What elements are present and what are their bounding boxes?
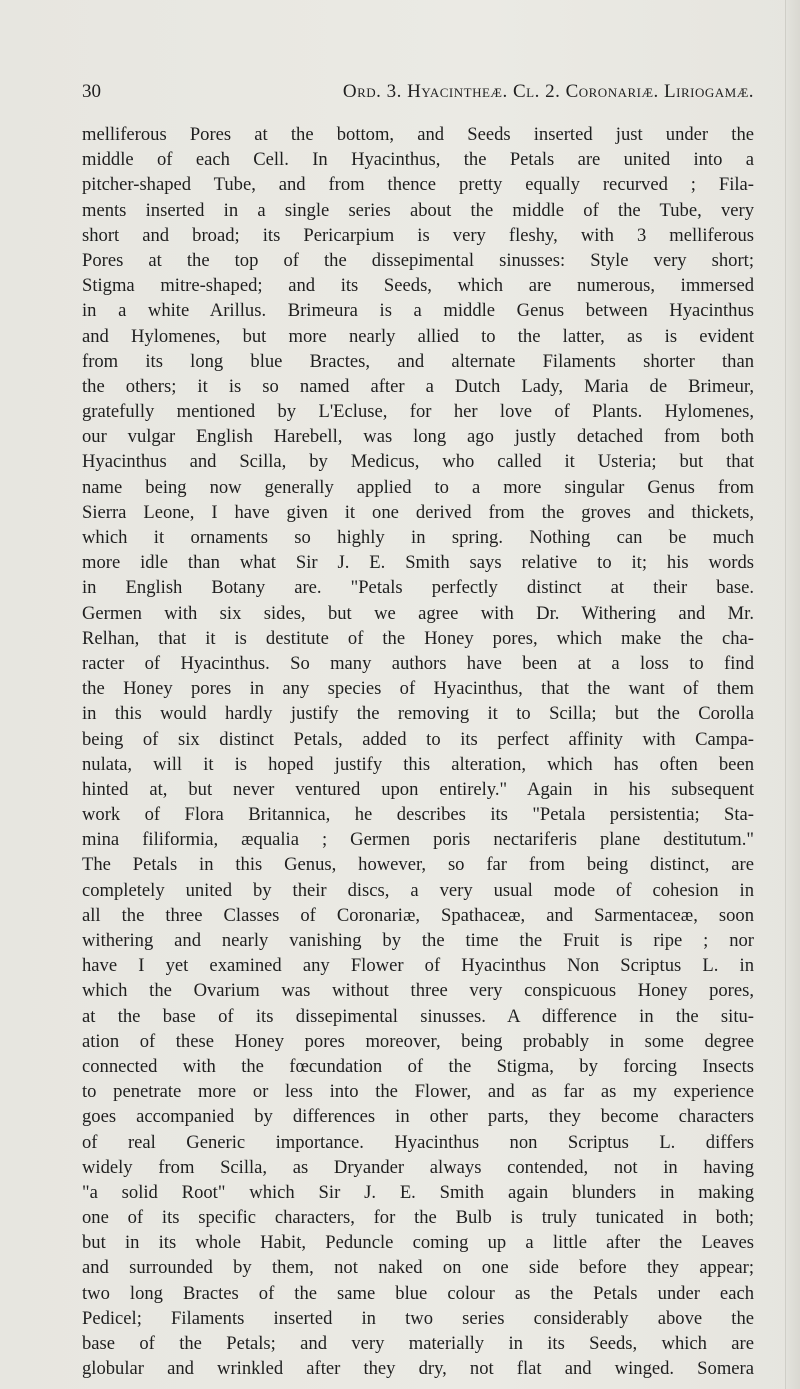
body-text (82, 122, 754, 1381)
text-line: Sierra Leone, I have given it one derived from the groves and thickets, (82, 501, 754, 523)
text-line: Pedicel; Filaments inserted in two series considerably above the (82, 1307, 754, 1329)
page-header (82, 80, 754, 104)
text-line: Pores at the top of the dissepimental sinusses: Style very short; (82, 249, 754, 271)
text-line: but in its whole Habit, Peduncle coming up a little after the Leaves (82, 1232, 754, 1254)
page-number: 30 (82, 81, 101, 102)
text-line: have I yet examined any Flower of Hyacinthus Non Scriptus L. in (82, 955, 754, 977)
text-line: Stigma mitre-shaped; and its Seeds, which are numerous, immersed (82, 275, 754, 297)
page-edge (785, 0, 800, 1389)
text-line: our vulgar English Harebell, was long ago justly detached from both (82, 426, 754, 448)
text-line: and surrounded by them, not naked on one side before they appear; (82, 1257, 754, 1279)
text-line: in this would hardly justify the removing it to Scilla; but the Corolla (82, 703, 754, 725)
text-line: "a solid Root" which Sir J. E. Smith again blunders in making (82, 1181, 754, 1203)
text-line: which the Ovarium was without three very conspicuous Honey pores, (82, 980, 754, 1002)
text-line: withering and nearly vanishing by the time the Fruit is ripe ; nor (82, 930, 754, 951)
text-line: more idle than what Sir J. E. Smith says relative to it; his words (82, 552, 754, 574)
text-line: gratefully mentioned by L'Ecluse, for her love of Plants. Hylomenes, (82, 401, 754, 423)
text-line: two long Bractes of the same blue colour as the Petals under each (82, 1282, 754, 1304)
text-line: pitcher-shaped Tube, and from thence pretty equally recurved ; Fila- (82, 174, 754, 196)
text-line: of real Generic importance. Hyacinthus non Scriptus L. differs (82, 1131, 754, 1153)
text-line: which it ornaments so highly in spring. Nothing can be much (82, 527, 754, 548)
text-line: ation of these Honey pores moreover, being probably in some degree (82, 1030, 754, 1052)
text-line: one of its specific characters, for the Bulb is truly tunicated in both; (82, 1207, 754, 1229)
text-line: short and broad; its Pericarpium is very fleshy, with 3 melliferous (82, 224, 754, 246)
text-line: the others; it is so named after a Dutch Lady, Maria de Brimeur, (82, 375, 754, 397)
text-line: all the three Classes of Coronariæ, Spathaceæ, and Sarmentaceæ, soon (82, 904, 754, 926)
text-line: connected with the fœcundation of the Stigma, by forcing Insects (82, 1055, 754, 1077)
text-line: racter of Hyacinthus. So many authors have been at a loss to find (82, 652, 754, 674)
text-line: work of Flora Britannica, he describes its "Petala persistentia; Sta- (82, 804, 754, 826)
text-line: and Hylomenes, but more nearly allied to the latter, as is evident (82, 325, 754, 347)
text-line: nulata, will it is hoped justify this alteration, which has often been (82, 753, 754, 775)
text-line: name being now generally applied to a more singular Genus from (82, 476, 754, 498)
text-line: mina filiformia, æqualia ; Germen poris nectariferis plane destitutum." (82, 829, 754, 851)
text-line: Relhan, that it is destitute of the Honey pores, which make the cha- (82, 627, 754, 649)
text-line: The Petals in this Genus, however, so far from being distinct, are (82, 854, 754, 876)
text-line: in English Botany are. "Petals perfectly distinct at their base. (82, 577, 754, 599)
text-line: melliferous Pores at the bottom, and Seeds inserted just under the (82, 124, 754, 145)
text-line: in a white Arillus. Brimeura is a middle Genus between Hyacinthus (82, 300, 754, 322)
text-line: widely from Scilla, as Dryander always contended, not in having (82, 1156, 754, 1178)
text-line: to penetrate more or less into the Flower, and as far as my experience (82, 1081, 754, 1103)
text-line: middle of each Cell. In Hyacinthus, the Petals are united into a (82, 149, 754, 171)
running-head: Ord. 3. Hyacintheæ. Cl. 2. Coronariæ. Liriogamæ. (342, 81, 754, 102)
text-line: from its long blue Bractes, and alternate Filaments shorter than (82, 350, 754, 372)
text-line: being of six distinct Petals, added to its perfect affinity with Campa- (82, 728, 754, 750)
text-line: completely united by their discs, a very usual mode of cohesion in (82, 879, 754, 901)
text-line: the Honey pores in any species of Hyacinthus, that the want of them (82, 678, 754, 700)
text-line: hinted at, but never ventured upon entirely." Again in his subsequent (82, 778, 754, 800)
text-line: Germen with six sides, but we agree with Dr. Withering and Mr. (82, 602, 754, 624)
text-line: Hyacinthus and Scilla, by Medicus, who called it Usteria; but that (82, 451, 754, 473)
text-line: globular and wrinkled after they dry, not flat and winged. Somera (82, 1358, 754, 1380)
text-line: at the base of its dissepimental sinusses. A difference in the situ- (82, 1005, 754, 1027)
text-line: ments inserted in a single series about the middle of the Tube, very (82, 199, 754, 221)
text-line: base of the Petals; and very materially in its Seeds, which are (82, 1333, 754, 1354)
text-line: goes accompanied by differences in other parts, they become characters (82, 1106, 754, 1128)
